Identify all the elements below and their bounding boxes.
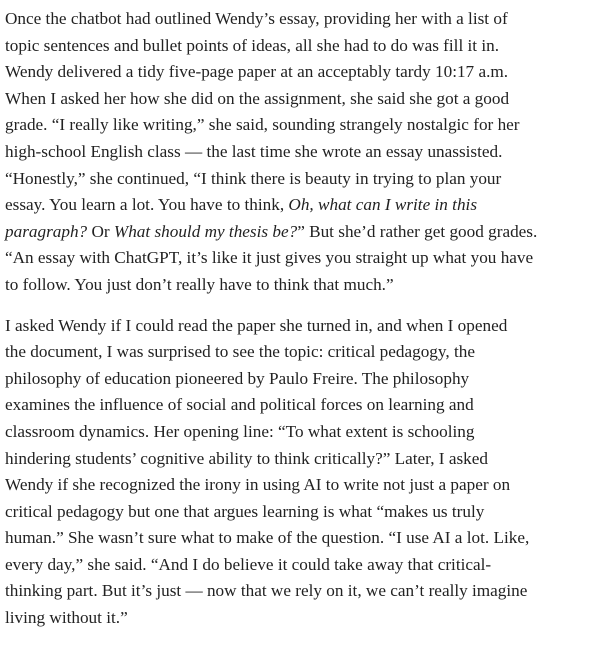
- text-line: [5, 139, 610, 166]
- text-line: [5, 112, 610, 139]
- text-segment: topic sentences and bullet points of ideas, all she had to do was fill it in.: [5, 35, 500, 55]
- text-line: [5, 339, 610, 366]
- text-segment: ” But she’d rather get good grades.: [297, 221, 538, 241]
- text-line: [5, 392, 610, 419]
- text-segment: to follow. You just don’t really have to think that much.”: [5, 274, 394, 294]
- text-segment: Once the chatbot had outlined Wendy’s essay, providing her with a list of: [5, 9, 508, 28]
- text-segment: I asked Wendy if I could read the paper she turned in, and when I opened: [5, 315, 508, 335]
- text-segment: examines the influence of social and political forces on learning and: [5, 395, 474, 415]
- text-line: [5, 59, 610, 86]
- text-segment: philosophy of education pioneered by Paulo Freire. The philosophy: [5, 368, 470, 388]
- text-segment: Wendy if she recognized the irony in using AI to write not just a paper on: [5, 475, 511, 495]
- text-line: [5, 219, 610, 246]
- text-segment: When I asked her how she did on the assignment, she said she got a good: [5, 88, 510, 108]
- text-line: [5, 166, 610, 193]
- text-line: [5, 86, 610, 113]
- text-segment: living without it.”: [5, 608, 128, 628]
- text-segment: the document, I was surprised to see the topic: critical pedagogy, the: [5, 342, 475, 362]
- text-line: [5, 6, 610, 33]
- text-line: [5, 272, 610, 299]
- text-line: [5, 366, 610, 393]
- italic-text-segment: paragraph?: [5, 221, 88, 241]
- text-segment: human.” She wasn’t sure what to make of the question. “I use AI a lot. Like,: [5, 528, 530, 548]
- text-line: [5, 472, 610, 499]
- text-line: [5, 578, 610, 605]
- text-segment: thinking part. But it’s just — now that we rely on it, we can’t really imagine: [5, 581, 528, 601]
- text-line: [5, 446, 610, 473]
- text-line: [5, 33, 610, 60]
- text-segment: critical pedagogy but one that argues learning is what “makes us truly: [5, 501, 485, 521]
- text-line: [5, 605, 610, 632]
- text-segment: “An essay with ChatGPT, it’s like it just gives you straight up what you have: [5, 248, 534, 268]
- text-segment: high-school English class — the last time she wrote an essay unassisted.: [5, 141, 503, 161]
- text-segment: classroom dynamics. Her opening line: “To what extent is schooling: [5, 421, 475, 441]
- italic-text-segment: What should my thesis be?: [113, 221, 298, 241]
- text-line: [5, 313, 610, 340]
- text-segment: essay. You learn a lot. You have to think,: [5, 195, 289, 215]
- text-line: [5, 245, 610, 272]
- italic-text-segment: Oh, what can I write in this: [288, 195, 478, 215]
- text-segment: Or: [87, 221, 114, 241]
- text-line: [5, 552, 610, 579]
- paragraph-chatbot-essay: [5, 6, 610, 299]
- text-line: [5, 419, 610, 446]
- text-line: [5, 192, 610, 219]
- text-segment: “Honestly,” she continued, “I think there is beauty in trying to plan your: [5, 168, 502, 188]
- paragraph-critical-pedagogy: [5, 313, 610, 632]
- text-segment: grade. “I really like writing,” she said, sounding strangely nostalgic for her: [5, 115, 520, 135]
- text-segment: every day,” she said. “And I do believe it could take away that critical-: [5, 554, 492, 574]
- text-line: [5, 525, 610, 552]
- text-segment: Wendy delivered a tidy five-page paper at an acceptably tardy 10:17 a.m.: [5, 62, 509, 82]
- text-segment: hindering students’ cognitive ability to think critically?” Later, I asked: [5, 448, 488, 468]
- text-line: [5, 499, 610, 526]
